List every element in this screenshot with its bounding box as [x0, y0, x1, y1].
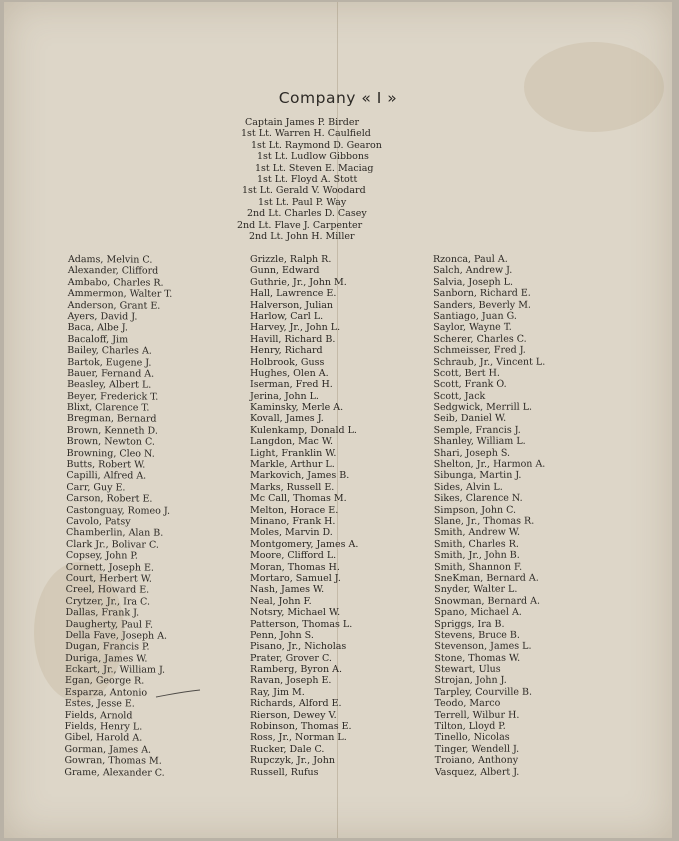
roster-entry: Kulenkamp, Donald L.	[250, 424, 357, 436]
officer-entry: 1st Lt. Paul P. Way	[258, 196, 347, 208]
roster-entry: Scott, Bert H.	[433, 367, 500, 379]
roster-entry: Bailey, Charles A.	[67, 345, 152, 357]
roster-entry: Strojan, John J.	[434, 675, 507, 687]
roster-entry: Eckart, Jr., William J.	[65, 664, 166, 676]
roster-column-2	[250, 254, 420, 778]
officer-entry: 1st Lt. Steven E. Maciag	[255, 162, 374, 174]
roster-entry: Gowran, Thomas M.	[64, 755, 162, 767]
roster-entry: Bregman, Bernard	[66, 413, 157, 426]
roster-entry: Cornett, Joseph E.	[65, 561, 155, 574]
roster-entry: Dugan, Francis P.	[65, 641, 150, 653]
roster-entry: Nash, James W.	[250, 584, 325, 596]
roster-entry: Smith, Shannon F.	[434, 561, 523, 573]
roster-entry: Creel, Howard E.	[65, 584, 150, 596]
roster-entry: Schraub, Jr., Vincent L.	[433, 356, 546, 368]
roster-entry: Kovall, James J.	[250, 413, 324, 425]
roster-entry: Montgomery, James A.	[250, 538, 359, 550]
roster-entry: Terrell, Wilbur H.	[434, 709, 520, 721]
roster-entry: Saylor, Wayne T.	[433, 322, 512, 334]
roster-entry: Snyder, Walter L.	[434, 584, 518, 596]
roster-entry: Capilli, Alfred A.	[66, 470, 147, 482]
roster-entry: Ambabo, Charles R.	[67, 276, 164, 289]
officer-entry: 1st Lt. Warren H. Caulfield	[241, 128, 371, 140]
roster-entry: Shelton, Jr., Harmon A.	[433, 458, 546, 471]
roster-entry: Sanborn, Richard E.	[433, 287, 531, 300]
roster-entry: Shari, Joseph S.	[433, 447, 511, 459]
roster-entry: Gorman, James A.	[64, 743, 152, 756]
officer-entry: 2nd Lt. Charles D. Casey	[247, 208, 367, 220]
roster-entry: Anderson, Grant E.	[67, 299, 161, 312]
roster-entry: Carr, Guy E.	[66, 481, 126, 494]
roster-entry: Snowman, Bernard A.	[434, 595, 540, 607]
roster-entry: Kaminsky, Merle A.	[250, 402, 344, 414]
roster-entry: Stevenson, James L.	[434, 640, 532, 653]
roster-entry: Ross, Jr., Norman L.	[250, 732, 347, 744]
roster-entry: Melton, Horace E.	[250, 504, 339, 516]
roster-entry: Schmeisser, Fred J.	[433, 344, 526, 357]
roster-entry: Shanley, William L.	[433, 435, 526, 448]
roster-entry: Ramberg, Byron A.	[250, 664, 343, 676]
officer-entry: 2nd Lt. Flave J. Carpenter	[237, 219, 363, 231]
roster-entry: Neal, John F.	[250, 595, 312, 607]
roster-page	[4, 2, 672, 838]
roster-entry: Moles, Marvin D.	[250, 527, 333, 539]
roster-entry: Mc Call, Thomas M.	[250, 493, 347, 505]
roster-entry: Ayers, David J.	[67, 310, 138, 323]
roster-column-3	[433, 253, 605, 778]
roster-entry: Browning, Cleo N.	[66, 447, 155, 460]
roster-entry: Alexander, Clifford	[67, 265, 159, 278]
roster-entry: Rucker, Dale C.	[250, 743, 325, 755]
roster-entry: Holbrook, Guss	[250, 356, 325, 368]
roster-entry: Marks, Russell E.	[250, 481, 335, 493]
pen-mark-icon	[154, 688, 202, 700]
roster-entry: Hughes, Olen A.	[250, 367, 329, 379]
roster-entry: Moran, Thomas H.	[250, 561, 340, 573]
roster-entry: Grame, Alexander C.	[64, 766, 165, 779]
officer-entry: 2nd Lt. John H. Miller	[249, 230, 355, 242]
roster-entry: Scherer, Charles C.	[433, 333, 527, 345]
roster-entry: Duriga, James W.	[65, 652, 148, 665]
roster-entry: Henry, Richard	[250, 345, 323, 357]
roster-entry: Estes, Jesse E.	[64, 698, 135, 710]
roster-entry: Adams, Melvin C.	[67, 254, 153, 266]
roster-entry: Langdon, Mac W.	[250, 436, 333, 448]
roster-entry: Prater, Grover C.	[250, 652, 332, 664]
roster-entry: Rierson, Dewey V.	[250, 709, 337, 721]
roster-entry: Carson, Robert E.	[66, 493, 153, 505]
officer-entry: 1st Lt. Gerald V. Woodard	[242, 185, 366, 197]
roster-entry: Stewart, Ulus	[434, 663, 501, 676]
roster-entry: Baca, Albe J.	[67, 322, 128, 334]
roster-entry: Vasquez, Albert J.	[434, 766, 520, 778]
roster-entry: Bartok, Eugene J.	[67, 356, 152, 369]
roster-entry: Bacaloff, Jim	[67, 333, 129, 346]
roster-entry: Fields, Henry L.	[64, 721, 143, 733]
paper-stain	[524, 42, 664, 132]
roster-entry: Esparza, Antonio	[64, 686, 148, 699]
roster-entry: Crytzer, Jr., Ira C.	[65, 595, 151, 608]
page-title: Company « I »	[278, 89, 398, 107]
roster-entry: Robinson, Thomas E.	[250, 721, 352, 733]
roster-entry: Smith, Andrew W.	[433, 527, 521, 539]
roster-entry: Santiago, Juan G.	[433, 310, 517, 322]
roster-entry: Iserman, Fred H.	[250, 379, 333, 391]
roster-entry: Teodo, Marco	[434, 698, 501, 710]
roster-entry: Harvey, Jr., John L.	[250, 322, 341, 334]
roster-entry: Court, Herbert W.	[65, 572, 152, 585]
roster-entry: Spano, Michael A.	[434, 606, 522, 619]
roster-entry: Salvia, Joseph L.	[433, 276, 514, 288]
roster-entry: Dallas, Frank J.	[65, 607, 140, 619]
roster-entry: Chamberlin, Alan B.	[66, 527, 164, 540]
roster-entry: Brown, Newton C.	[66, 436, 155, 448]
roster-entry: Tilton, Lloyd P.	[434, 720, 506, 733]
roster-entry: Penn, John S.	[250, 629, 314, 641]
roster-entry: Rzonca, Paul A.	[433, 253, 508, 265]
roster-entry: Halverson, Julian	[250, 299, 334, 311]
roster-entry: Havill, Richard B.	[250, 333, 336, 345]
roster-entry: Notsry, Michael W.	[250, 607, 341, 619]
roster-entry: Tarpley, Courville B.	[434, 686, 533, 698]
roster-entry: Gunn, Edward	[250, 265, 320, 277]
roster-entry: Mortaro, Samuel J.	[250, 572, 341, 584]
roster-entry: Pisano, Jr., Nicholas	[250, 641, 347, 653]
roster-entry: Scott, Jack	[433, 390, 486, 402]
roster-entry: Simpson, John C.	[433, 504, 517, 516]
roster-entry: Salch, Andrew J.	[433, 265, 513, 277]
roster-entry: Daugherty, Paul F.	[65, 618, 154, 631]
roster-entry: Slane, Jr., Thomas R.	[433, 515, 535, 527]
roster-entry: Stevens, Bruce B.	[434, 629, 520, 641]
roster-entry: Ravan, Joseph E.	[250, 675, 332, 687]
roster-entry: Minano, Frank H.	[250, 515, 336, 527]
roster-entry: Harlow, Carl L.	[250, 310, 324, 322]
roster-entry: Smith, Jr., John B.	[434, 549, 520, 562]
officer-entry: Captain James P. Birder	[245, 117, 359, 128]
roster-entry: Butts, Robert W.	[66, 459, 146, 471]
roster-entry: Copsey, John P.	[65, 550, 138, 562]
roster-entry: Spriggs, Ira B.	[434, 618, 505, 630]
roster-entry: Tinello, Nicolas	[434, 732, 510, 744]
officer-entry: 1st Lt. Ludlow Gibbons	[257, 151, 369, 163]
roster-entry: Markle, Arthur L.	[250, 459, 335, 471]
roster-entry: Sikes, Clarence N.	[433, 492, 523, 505]
roster-entry: Sanders, Beverly M.	[433, 299, 531, 311]
roster-entry: SneKman, Bernard A.	[434, 572, 539, 584]
roster-entry: Grizzle, Ralph R.	[250, 254, 332, 265]
officer-entry: 1st Lt. Raymond D. Gearon	[251, 139, 382, 151]
roster-entry: Tinger, Wendell J.	[434, 743, 520, 755]
roster-entry: Scott, Frank O.	[433, 379, 507, 391]
roster-entry: Sibunga, Martin J.	[433, 470, 522, 482]
officer-list	[237, 117, 437, 242]
roster-entry: Beasley, Albert L.	[67, 379, 152, 391]
roster-entry: Della Fave, Joseph A.	[65, 629, 168, 642]
roster-entry: Sedgwick, Merrill L.	[433, 401, 533, 414]
roster-entry: Ammermon, Walter T.	[67, 288, 173, 300]
roster-column-1	[64, 254, 238, 779]
roster-entry: Bauer, Fernand A.	[67, 367, 155, 380]
roster-entry: Rupczyk, Jr., John	[250, 755, 335, 767]
roster-entry: Cavolo, Patsy	[66, 515, 131, 528]
roster-entry: Markovich, James B.	[250, 470, 350, 482]
roster-entry: Clark Jr., Bolivar C.	[65, 538, 159, 551]
roster-entry: Richards, Alford E.	[250, 698, 342, 710]
roster-entry: Semple, Francis J.	[433, 424, 521, 436]
roster-entry: Troiano, Anthony	[434, 754, 519, 767]
roster-entry: Russell, Rufus	[250, 766, 319, 778]
roster-entry: Guthrie, Jr., John M.	[250, 276, 347, 288]
roster-entry: Patterson, Thomas L.	[250, 618, 353, 630]
roster-entry: Hall, Lawrence E.	[250, 288, 337, 300]
roster-entry: Moore, Clifford L.	[250, 550, 337, 562]
roster-entry: Egan, George R.	[64, 675, 145, 687]
roster-entry: Sides, Alvin L.	[433, 481, 503, 493]
roster-entry: Ray, Jim M.	[250, 686, 305, 698]
roster-entry: Brown, Kenneth D.	[66, 424, 158, 437]
roster-entry: Blixt, Clarence T.	[66, 402, 150, 414]
roster-entry: Fields, Arnold	[64, 709, 133, 722]
roster-entry: Jerina, John L.	[250, 390, 319, 402]
roster-entry: Stone, Thomas W.	[434, 652, 521, 664]
roster-entry: Beyer, Frederick T.	[66, 390, 159, 403]
roster-entry: Light, Franklin W.	[250, 447, 337, 459]
roster-entry: Seib, Daniel W.	[433, 413, 507, 425]
officer-entry: 1st Lt. Floyd A. Stott	[257, 173, 358, 185]
roster-entry: Castonguay, Romeo J.	[66, 504, 171, 517]
roster-entry: Gibel, Harold A.	[64, 732, 143, 744]
roster-entry: Smith, Charles R.	[433, 538, 519, 550]
